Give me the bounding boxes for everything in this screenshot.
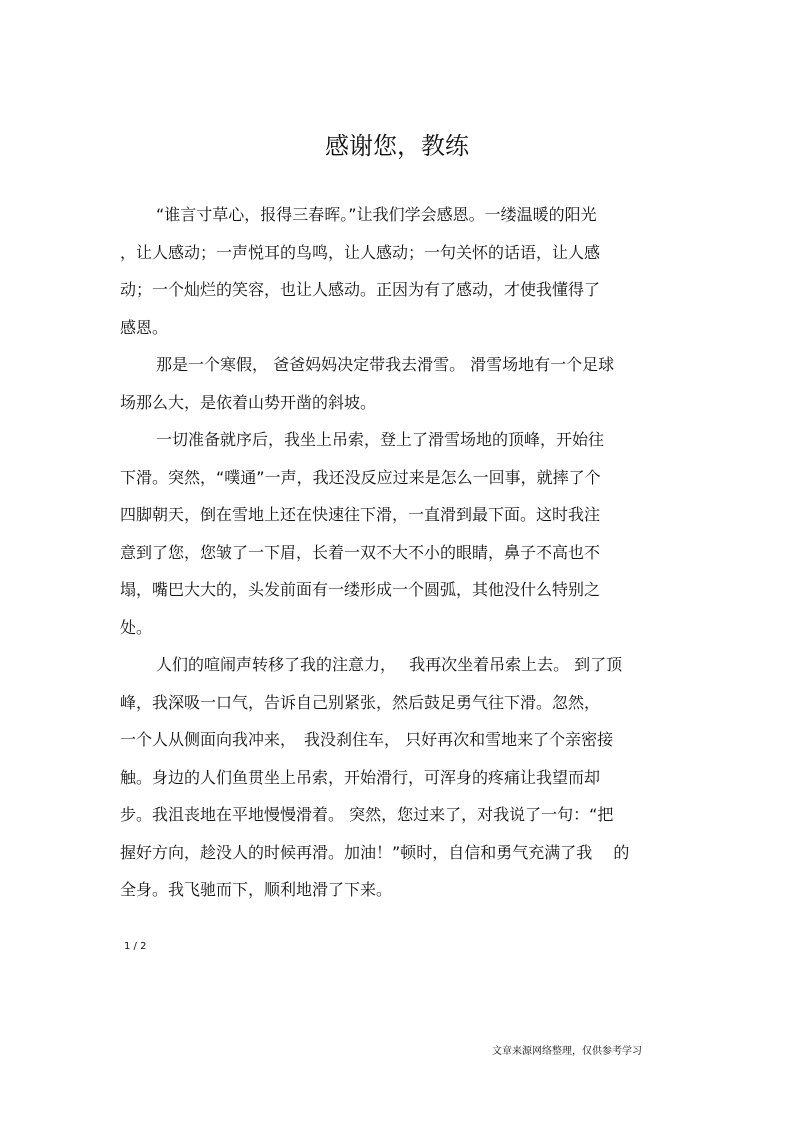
text-line: 塌，嘴巴大大的，头发前面有一缕形成一个圆弧，其他没什么特别之: [120, 580, 601, 599]
text-line: “谁言寸草心，报得三春晖。”让我们学会感恩。一缕温暖的阳光: [156, 205, 597, 224]
text-line: 感恩。: [120, 317, 169, 337]
text-line: 处。: [120, 617, 153, 637]
text-line: ，让人感动；一声悦耳的鸟鸣，让人感动；一句关怀的话语，让人感: [120, 242, 601, 262]
text-line: 人们的喧闹声转移了我的注意力， 我再次坐着吊索上去。 到了顶: [156, 655, 623, 674]
document-body: [120, 196, 670, 909]
paragraph-3: [120, 421, 670, 646]
text-line: 全身。我飞驰而下，顺利地滑了下来。: [120, 880, 393, 899]
text-line: 那是一个寒假， 爸爸妈妈决定带我去滑雪。 滑雪场地有一个足球: [156, 355, 615, 374]
text-line: 峰，我深吸一口气，告诉自己别紧张，然后鼓足勇气往下滑。忽然，: [120, 692, 601, 712]
text-line: 场那么大，是依着山势开凿的斜坡。: [120, 392, 377, 412]
text-line: 一个人从侧面向我冲来， 我没刹住车， 只好再次和雪地来了个亲密接: [120, 730, 614, 749]
text-line: 步。我沮丧地在平地慢慢滑着。 突然，您过来了，对我说了一句：“把: [120, 805, 614, 824]
page-number: 1 / 2: [124, 941, 147, 952]
text-line: 动；一个灿烂的笑容，也让人感动。正因为有了感动，才使我懂得了: [120, 280, 601, 299]
text-line: 握好方向，趁没人的时候再滑。加油！”顿时，自信和勇气充满了我 的: [120, 842, 630, 862]
text-line: 一切准备就序后，我坐上吊索，登上了滑雪场地的顶峰，开始往: [156, 430, 605, 449]
text-line: 下滑。突然，“噗通”一声，我还没反应过来是怎么一回事，就摔了个: [120, 467, 601, 487]
text-line: 触。身边的人们鱼贯坐上吊索，开始滑行，可浑身的疼痛让我望而却: [120, 767, 601, 787]
text-line: 四脚朝天，倒在雪地上还在快速往下滑，一直滑到最下面。这时我注: [120, 505, 601, 524]
paragraph-4: [120, 646, 670, 909]
document-title: 感谢您，教练: [325, 132, 469, 160]
text-line: 意到了您，您皱了一下眉，长着一双不大不小的眼睛，鼻子不高也不: [120, 542, 601, 562]
paragraph-1: [120, 196, 670, 346]
footer-note: 文章来源网络整理，仅供参考学习: [492, 1046, 642, 1057]
paragraph-2: [120, 346, 670, 421]
